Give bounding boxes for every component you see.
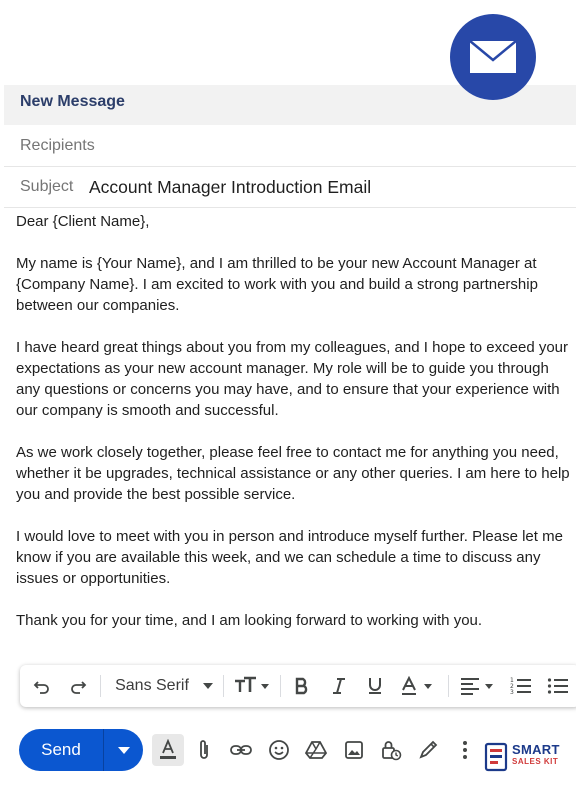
toolbar-divider <box>280 675 281 697</box>
chevron-down-icon <box>118 747 130 754</box>
logo-line-2: SALES KIT <box>512 757 559 766</box>
body-paragraph: I would love to meet with you in person and introduce myself further. Please let me know if you are available this week, and we can schedule a time to discuss any issues or opportunities. <box>16 528 563 587</box>
underline-icon[interactable] <box>361 665 389 707</box>
body-greeting: Dear {Client Name}, <box>16 213 150 230</box>
compose-title: New Message <box>20 93 125 110</box>
mail-badge <box>450 14 536 100</box>
toolbar-divider <box>448 675 449 697</box>
body-paragraph: Thank you for your time, and I am looking forward to working with you. <box>16 612 483 629</box>
subject-value[interactable]: Account Manager Introduction Email <box>89 177 372 197</box>
align-icon[interactable] <box>456 665 500 707</box>
send-options-button[interactable] <box>104 729 143 771</box>
formatting-icon[interactable] <box>152 734 184 766</box>
body-paragraph: I have heard great things about you from my colleagues, and I hope to exceed your expectations as your new account manager. My role will be to guide you through any questions or concerns you may have, and to ensure that your experience with our company is smooth and successful. <box>16 339 569 419</box>
toolbar-divider <box>223 675 224 697</box>
undo-icon[interactable] <box>28 665 56 707</box>
chevron-down-icon <box>203 683 213 689</box>
subject-label: Subject <box>20 178 74 195</box>
smart-sales-kit-logo <box>482 736 576 780</box>
emoji-icon[interactable] <box>263 734 295 766</box>
body-paragraph: As we work closely together, please feel free to contact me for anything you need, whether it be upgrades, technical assistance or any other queries. I am here to help you and provide the best possible service. <box>16 444 570 503</box>
link-icon[interactable] <box>225 734 257 766</box>
body-paragraph: My name is {Your Name}, and I am thrilled to be your new Account Manager at {Company Name}. I am excited to work with you and build a strong partnership between our companies. <box>16 255 538 314</box>
text-color-icon[interactable] <box>397 665 441 707</box>
recipients-placeholder: Recipients <box>20 137 95 154</box>
message-body[interactable] <box>16 211 572 652</box>
numbered-list-icon[interactable] <box>507 665 535 707</box>
recipients-field[interactable] <box>4 127 576 167</box>
logo-mark-icon <box>484 742 510 772</box>
font-name: Sans Serif <box>115 677 189 694</box>
drive-icon[interactable] <box>300 734 332 766</box>
photo-icon[interactable] <box>338 734 370 766</box>
toolbar-divider <box>100 675 101 697</box>
attach-icon[interactable] <box>188 734 220 766</box>
confidential-icon[interactable] <box>375 734 407 766</box>
bulleted-list-icon[interactable] <box>544 665 572 707</box>
svg-text:2: 2 <box>510 683 514 690</box>
redo-icon[interactable] <box>64 665 92 707</box>
svg-text:3: 3 <box>510 689 514 696</box>
svg-text:1: 1 <box>510 677 514 684</box>
envelope-icon <box>469 40 517 74</box>
logo-line-1: SMART <box>512 742 560 757</box>
subject-field[interactable] <box>4 167 576 208</box>
bold-icon[interactable] <box>288 665 316 707</box>
send-label: Send <box>41 740 81 759</box>
formatting-toolbar <box>20 665 576 707</box>
font-size-icon[interactable] <box>230 665 274 707</box>
more-options-icon[interactable] <box>449 734 481 766</box>
send-button[interactable] <box>19 729 143 771</box>
signature-icon[interactable] <box>412 734 444 766</box>
italic-icon[interactable] <box>325 665 353 707</box>
font-selector[interactable] <box>108 665 220 707</box>
